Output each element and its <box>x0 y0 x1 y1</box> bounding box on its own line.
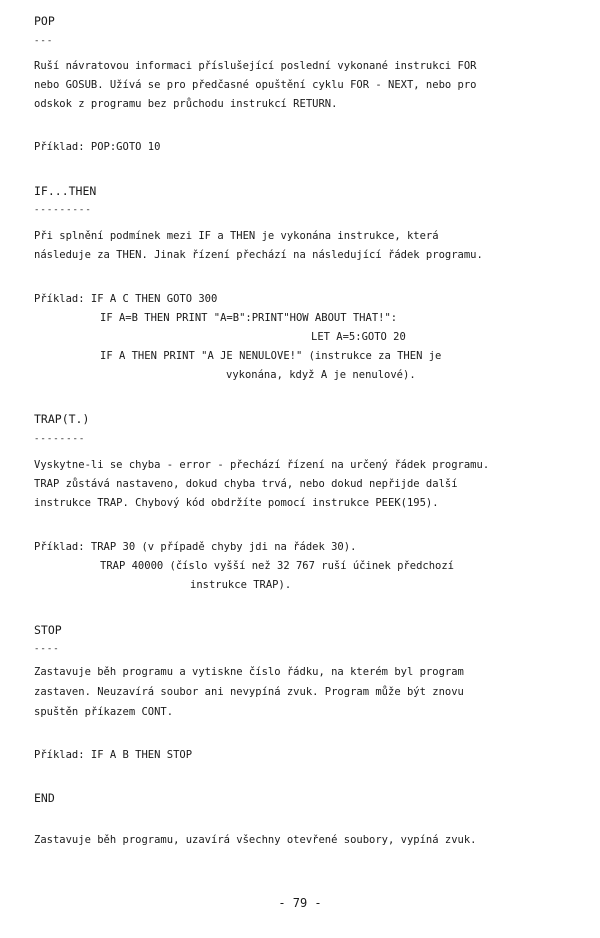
ifthen-example-line-5: vykonána, když A je nenulové). <box>226 369 416 381</box>
stop-para-line-3: spuštěn příkazem CONT. <box>34 706 174 718</box>
page-number: - 79 - <box>278 896 322 910</box>
end-heading: END <box>34 791 55 805</box>
stop-para-line-2: zastaven. Neuzavírá soubor ani nevypíná zvuk. Program může být znovu <box>34 686 464 698</box>
pop-example: Příklad: POP:GOTO 10 <box>34 141 161 153</box>
ifthen-example-line-4: IF A THEN PRINT "A JE NENULOVE!" (instrukce za THEN je <box>100 350 442 362</box>
stop-heading: STOP <box>34 623 62 637</box>
ifthen-example-line-1: Příklad: IF A C THEN GOTO 300 <box>34 293 218 305</box>
stop-underline: ---- <box>34 644 60 654</box>
trap-example-line-3: instrukce TRAP). <box>190 579 292 591</box>
ifthen-heading: IF...THEN <box>34 184 97 198</box>
pop-para-line-3: odskok z programu bez průchodu instrukcí RETURN. <box>34 98 338 110</box>
trap-example-line-1: Příklad: TRAP 30 (v případě chyby jdi na řádek 30). <box>34 541 357 553</box>
pop-heading: POP <box>34 14 55 28</box>
ifthen-example-line-3: LET A=5:GOTO 20 <box>311 331 406 343</box>
trap-para-line-2: TRAP zůstává nastaveno, dokud chyba trvá, nebo dokud nepřijde další <box>34 478 458 490</box>
ifthen-example-line-2: IF A=B THEN PRINT "A=B":PRINT"HOW ABOUT THAT!": <box>100 312 398 324</box>
stop-para-line-1: Zastavuje běh programu a vytiskne číslo řádku, na kterém byl program <box>34 666 464 678</box>
ifthen-para-line-1: Při splnění podmínek mezi IF a THEN je vykonána instrukce, která <box>34 230 439 242</box>
trap-example-line-2: TRAP 40000 (číslo vyšší než 32 767 ruší účinek předchozí <box>100 560 455 572</box>
trap-para-line-3: instrukce TRAP. Chybový kód obdržíte pomocí instrukce PEEK(195). <box>34 497 439 509</box>
trap-para-line-1: Vyskytne-li se chyba - error - přechází řízení na určený řádek programu. <box>34 459 490 471</box>
trap-underline: -------- <box>34 434 86 444</box>
end-para-line-1: Zastavuje běh programu, uzavírá všechny otevřené soubory, vypíná zvuk. <box>34 834 477 846</box>
pop-para-line-1: Ruší návratovou informaci příslušející poslední vykonané instrukci FOR <box>34 60 477 72</box>
pop-underline: --- <box>34 36 54 46</box>
pop-para-line-2: nebo GOSUB. Užívá se pro předčasné opuštění cyklu FOR - NEXT, nebo pro <box>34 79 477 91</box>
trap-heading: TRAP(T.) <box>34 412 90 426</box>
stop-example: Příklad: IF A B THEN STOP <box>34 749 193 761</box>
ifthen-para-line-2: následuje za THEN. Jinak řízení přechází na následující řádek programu. <box>34 249 483 261</box>
ifthen-underline: --------- <box>34 205 92 215</box>
